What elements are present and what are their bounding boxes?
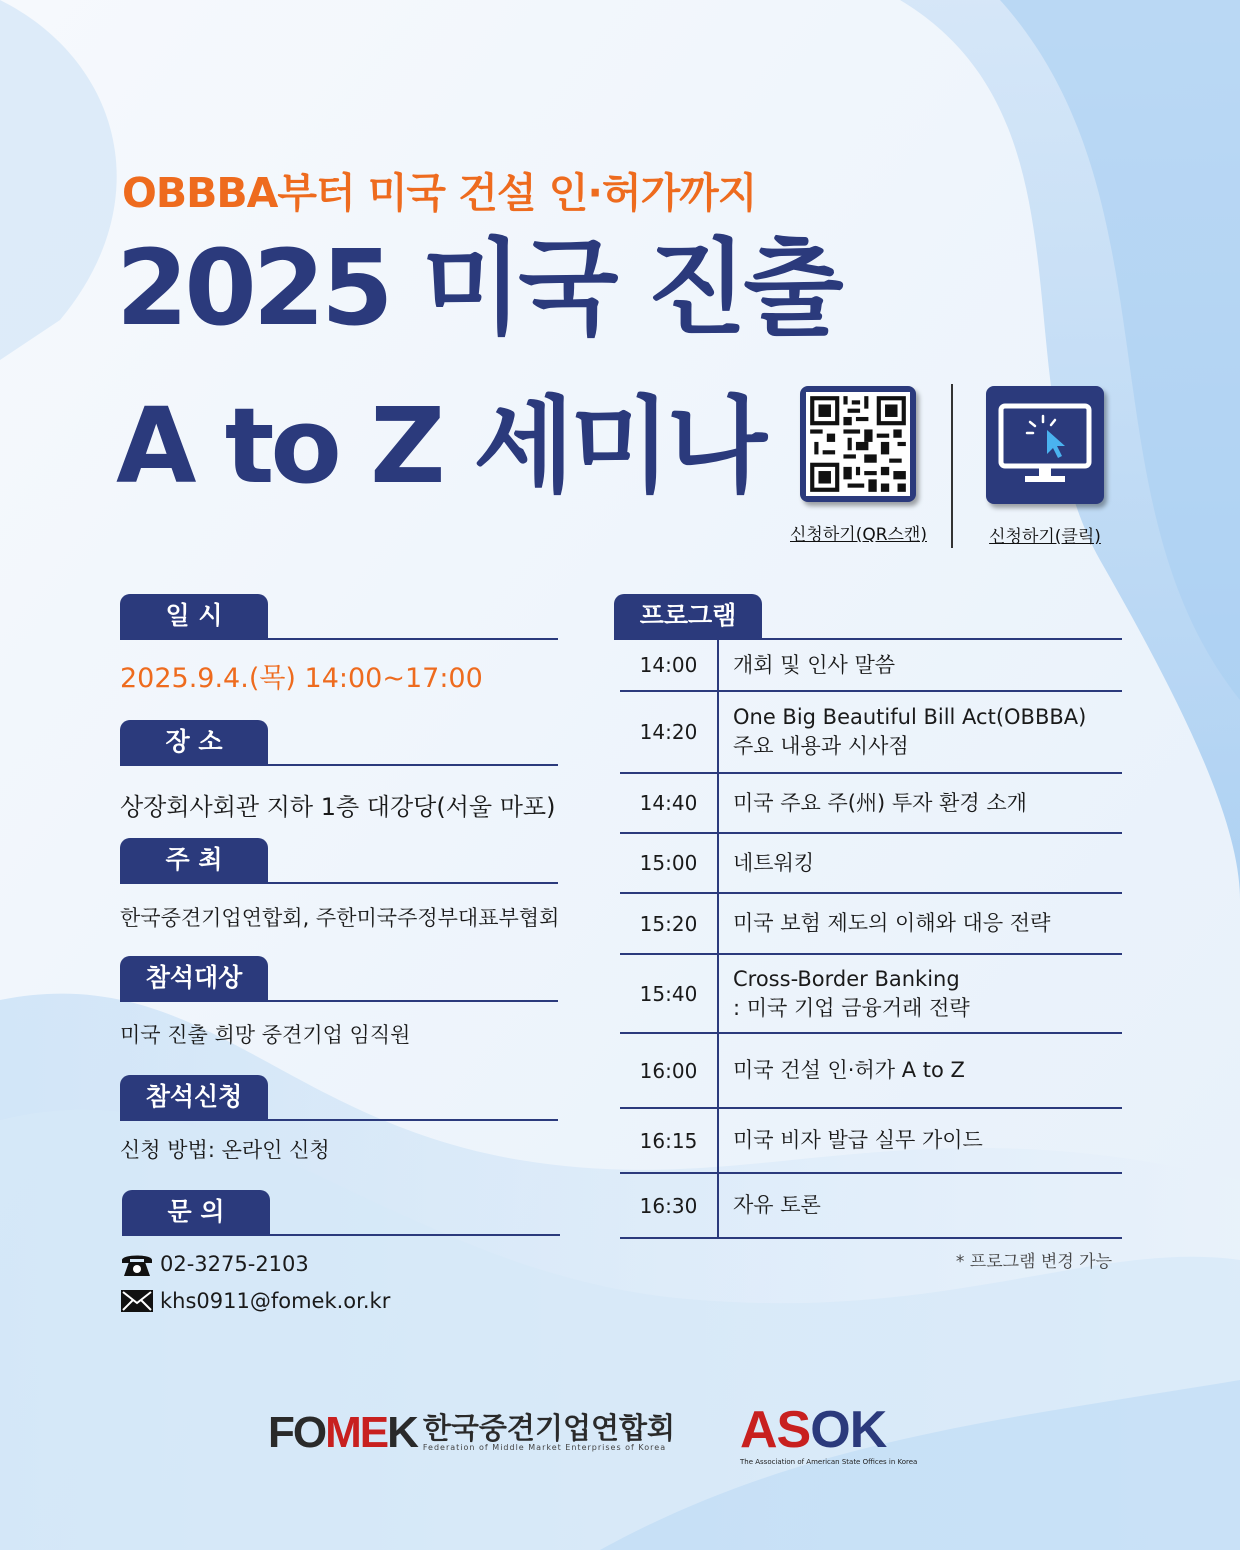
program-row	[620, 834, 1122, 894]
contact-email-row	[120, 1288, 390, 1314]
program-session: 자유 토론	[733, 1193, 821, 1217]
fomek-name-ko: 한국중견기업연합회	[422, 1411, 676, 1445]
asok-name-en: The Association of American State Offices in Korea	[740, 1458, 918, 1466]
program-time: 15:00	[620, 834, 719, 892]
contact-header	[122, 1190, 560, 1236]
program-table	[620, 640, 1122, 1239]
program-session: 개회 및 인사 말씀	[733, 652, 896, 677]
apply-click-button[interactable]	[986, 386, 1104, 504]
host-header	[120, 838, 558, 884]
date-value: 2025.9.4.(목) 14:00~17:00	[120, 663, 483, 694]
program-time: 16:15	[620, 1109, 719, 1172]
contact-label: 문 의	[122, 1190, 270, 1234]
program-row	[620, 640, 1122, 692]
program-time: 15:40	[620, 955, 719, 1032]
date-header	[120, 594, 558, 640]
program-row	[620, 1034, 1122, 1109]
host-value: 한국중견기업연합회, 주한미국주정부대표부협회	[120, 906, 560, 930]
registration-value: 신청 방법: 온라인 신청	[120, 1138, 330, 1162]
program-session-sub: 주요 내용과 시사점	[733, 734, 909, 758]
apply-click-label[interactable]: 신청하기(클릭)	[989, 527, 1101, 547]
program-label: 프로그램	[614, 594, 762, 638]
venue-header	[120, 720, 558, 766]
asok-mark: ASOK	[740, 1401, 887, 1459]
fomek-mark: FOMEK	[268, 1408, 417, 1457]
registration-label: 참석신청	[120, 1075, 268, 1119]
program-session: 네트워킹	[733, 850, 815, 875]
apply-divider	[951, 384, 953, 548]
program-note: * 프로그램 변경 가능	[955, 1252, 1112, 1272]
phone-icon	[120, 1250, 154, 1278]
apply-click[interactable]	[975, 386, 1115, 547]
asok-logo	[740, 1401, 918, 1466]
program-time: 16:00	[620, 1034, 719, 1107]
program-row	[620, 1109, 1122, 1174]
event-title-line2: A to Z 세미나	[116, 385, 764, 507]
audience-header	[120, 956, 558, 1002]
host-label: 주 최	[120, 838, 268, 882]
venue-label: 장 소	[120, 720, 268, 764]
qr-code[interactable]	[800, 386, 916, 502]
program-row	[620, 894, 1122, 955]
program-row	[620, 692, 1122, 774]
audience-label: 참석대상	[120, 956, 268, 1000]
audience-value: 미국 진출 희망 중견기업 임직원	[120, 1023, 411, 1047]
program-time: 16:30	[620, 1174, 719, 1237]
contact-phone-row	[120, 1250, 309, 1278]
program-session: Cross-Border Banking	[733, 966, 960, 991]
program-session: One Big Beautiful Bill Act(OBBBA)	[733, 705, 1087, 729]
program-row	[620, 774, 1122, 834]
mail-icon	[120, 1288, 154, 1314]
registration-header	[120, 1075, 558, 1121]
date-label: 일 시	[120, 594, 268, 638]
event-subtitle: OBBBA부터 미국 건설 인·허가까지	[122, 169, 757, 217]
program-time: 15:20	[620, 894, 719, 953]
program-row	[620, 1174, 1122, 1239]
monitor-click-icon	[997, 402, 1093, 488]
program-time: 14:00	[620, 640, 719, 690]
program-session: 미국 건설 인·허가 A to Z	[733, 1058, 965, 1082]
fomek-logo	[268, 1408, 675, 1458]
program-session: 미국 비자 발급 실무 가이드	[733, 1128, 983, 1152]
program-time: 14:40	[620, 774, 719, 832]
program-time: 14:20	[620, 692, 719, 772]
program-session-sub: : 미국 기업 금융거래 전략	[733, 995, 970, 1020]
apply-qr-label[interactable]: 신청하기(QR스캔)	[790, 525, 927, 545]
apply-qr[interactable]	[790, 386, 926, 545]
event-title-line1: 2025 미국 진출	[116, 227, 840, 349]
venue-value: 상장회사회관 지하 1층 대강당(서울 마포)	[120, 793, 556, 821]
qr-icon	[806, 392, 910, 496]
program-session: 미국 보험 제도의 이해와 대응 전략	[733, 911, 1051, 935]
program-session: 미국 주요 주(州) 투자 환경 소개	[733, 790, 1027, 815]
program-row	[620, 955, 1122, 1034]
program-header	[614, 594, 1122, 640]
contact-email[interactable]: khs0911@fomek.or.kr	[160, 1289, 391, 1313]
contact-phone[interactable]: 02-3275-2103	[160, 1252, 309, 1276]
fomek-name-en: Federation of Middle Market Enterprises of Korea	[422, 1443, 667, 1452]
